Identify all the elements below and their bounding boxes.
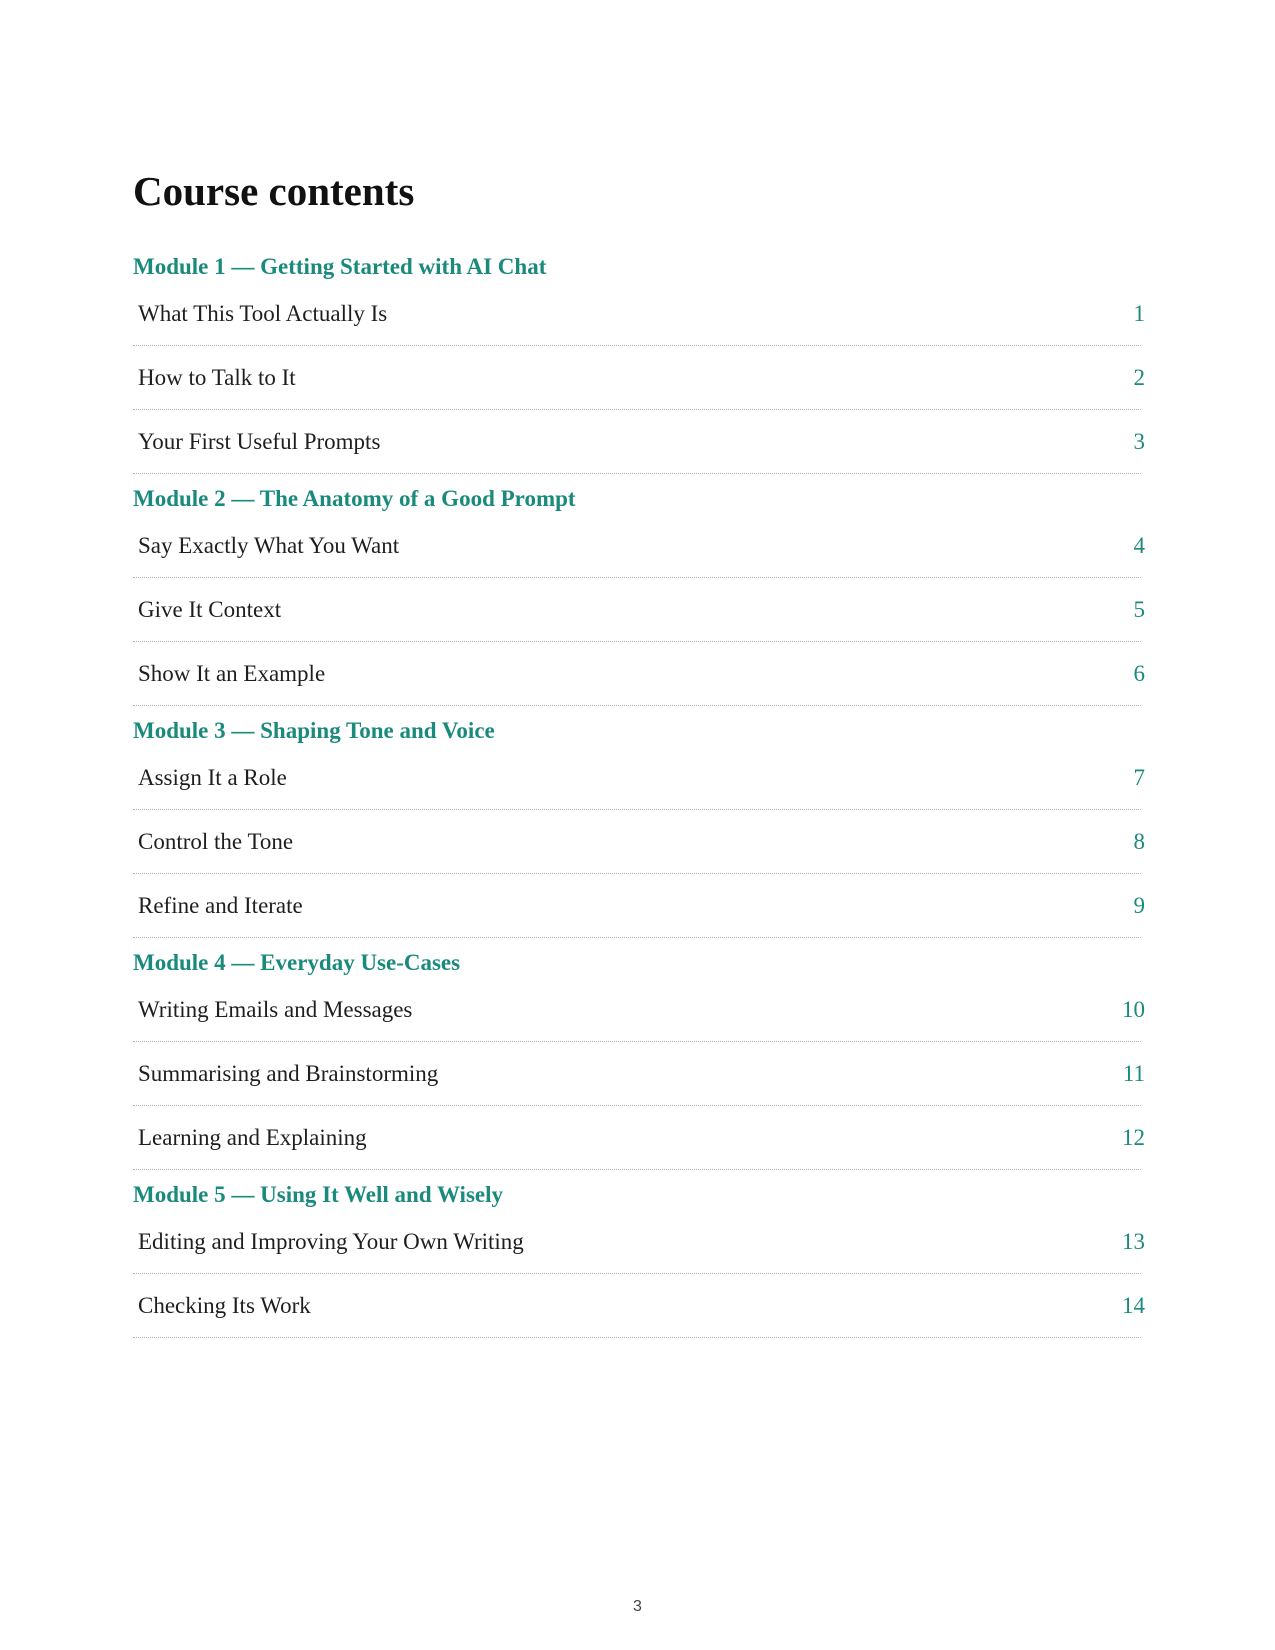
module-5 (133, 1180, 1145, 1338)
toc-entry-page: 11 (1122, 1060, 1145, 1086)
module-3 (133, 716, 1145, 938)
toc-entry-title: Refine and Iterate (138, 892, 303, 918)
toc-entry-title: Assign It a Role (138, 764, 287, 790)
toc-entry-page: 10 (1122, 996, 1145, 1022)
toc-entry-page: 3 (1133, 428, 1145, 454)
toc-entry-page: 7 (1133, 764, 1145, 790)
toc-entry-title: Learning and Explaining (138, 1124, 367, 1150)
toc-entry[interactable] (133, 874, 1145, 938)
toc-entry[interactable] (133, 514, 1145, 578)
toc-entry-title: Show It an Example (138, 660, 326, 686)
module-heading: Module 3 — Shaping Tone and Voice (133, 718, 495, 743)
toc-entry-title: Control the Tone (138, 828, 294, 854)
toc-entry-page: 12 (1122, 1124, 1145, 1150)
toc-entry[interactable] (133, 1042, 1145, 1106)
module-4 (133, 948, 1145, 1170)
footer-page-number: 3 (633, 1598, 642, 1615)
module-heading: Module 4 — Everyday Use-Cases (133, 950, 461, 975)
toc-entry-title: Editing and Improving Your Own Writing (138, 1228, 524, 1254)
page-title: Course contents (133, 168, 415, 214)
toc-entry[interactable] (133, 746, 1145, 810)
toc-entry-title: What This Tool Actually Is (138, 300, 388, 326)
module-1 (133, 252, 1145, 474)
toc-entry[interactable] (133, 978, 1145, 1042)
toc-entry-title: Give It Context (138, 596, 282, 622)
toc-entry[interactable] (133, 346, 1145, 410)
toc-entry-page: 5 (1133, 596, 1145, 622)
toc-entry[interactable] (133, 282, 1145, 346)
toc-entry-page: 2 (1133, 364, 1145, 390)
toc-entry[interactable] (133, 578, 1145, 642)
module-heading: Module 5 — Using It Well and Wisely (133, 1182, 503, 1207)
toc-entry-page: 4 (1133, 532, 1145, 558)
module-2 (133, 484, 1145, 706)
toc-entry[interactable] (133, 410, 1145, 474)
toc-entry-title: How to Talk to It (138, 364, 296, 390)
toc-entry[interactable] (133, 1106, 1145, 1170)
toc-entry[interactable] (133, 810, 1145, 874)
toc-entry-page: 9 (1133, 892, 1145, 918)
toc-entry[interactable] (133, 1210, 1145, 1274)
toc-entry-page: 14 (1122, 1292, 1145, 1318)
toc-entry-title: Checking Its Work (138, 1292, 311, 1318)
module-heading: Module 2 — The Anatomy of a Good Prompt (133, 486, 576, 511)
toc-entry[interactable] (133, 642, 1145, 706)
table-of-contents (133, 252, 1145, 1348)
toc-entry[interactable] (133, 1274, 1145, 1338)
toc-entry-page: 13 (1122, 1228, 1145, 1254)
toc-entry-title: Say Exactly What You Want (138, 532, 400, 558)
toc-entry-title: Summarising and Brainstorming (138, 1060, 439, 1086)
toc-entry-page: 1 (1133, 300, 1145, 326)
toc-entry-title: Writing Emails and Messages (138, 996, 413, 1022)
toc-entry-page: 6 (1133, 660, 1145, 686)
toc-entry-title: Your First Useful Prompts (138, 428, 381, 454)
toc-entry-page: 8 (1133, 828, 1145, 854)
module-heading: Module 1 — Getting Started with AI Chat (133, 254, 547, 279)
